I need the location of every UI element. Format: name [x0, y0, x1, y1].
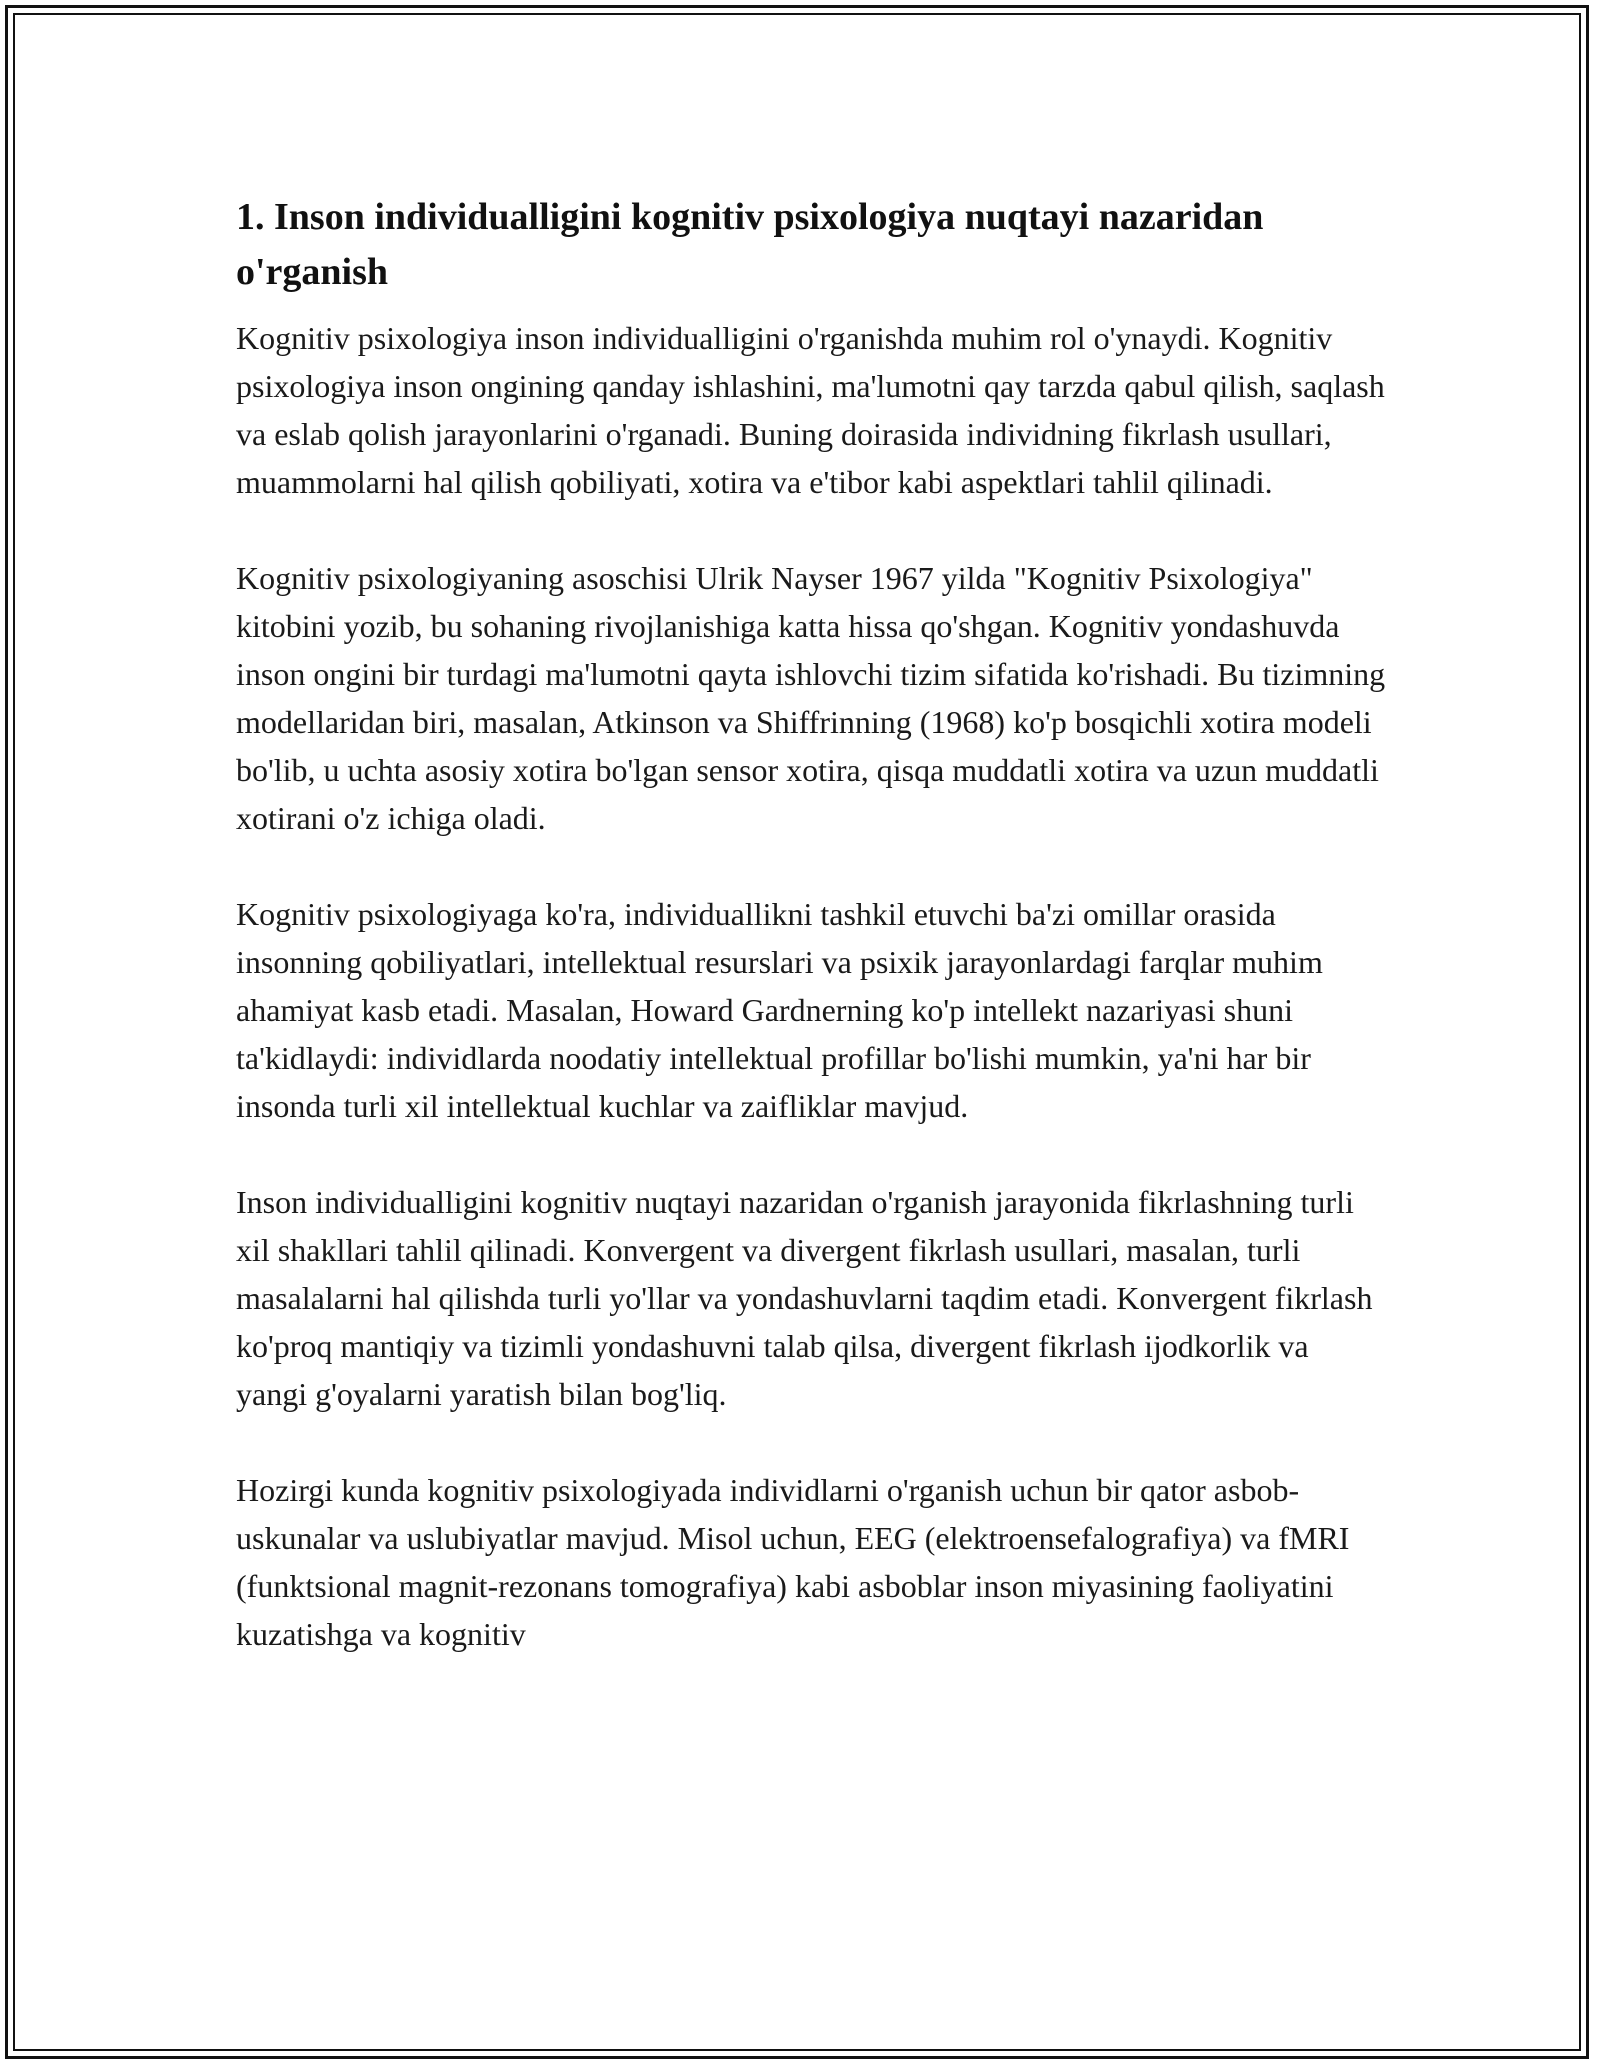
section-heading: 1. Inson individualligini kognitiv psixologiya nuqtayi nazaridan o'rganish — [236, 196, 1264, 293]
paragraph: Kognitiv psixologiyaga ko'ra, individuallikni tashkil etuvchi ba'zi omillar orasida insonning qobiliyatlari, intellektual resurslari va psixik jarayonlardagi farqlar muhim ahamiyat kasb etadi. Masalan, Howard Gardnerning ko'p intellekt nazariyasi shuni ta'kidlaydi: individlarda noodatiy intellektual profillar bo'lishi mumkin, ya'ni har bir insonda turli xil intellektual kuchlar va zaifliklar mavjud. — [236, 896, 1323, 1124]
document-body — [236, 190, 1386, 1706]
paragraph: Inson individualligini kognitiv nuqtayi nazaridan o'rganish jarayonida fikrlashning turli xil shakllari tahlil qilinadi. Konvergent va divergent fikrlash usullari, masalan, turli masalalarni hal qilishda turli yo'llar va yondashuvlarni taqdim etadi. Konvergent fikrlash ko'proq mantiqiy va tizimli yondashuvni talab qilsa, divergent fikrlash ijodkorlik va yangi g'oyalarni yaratish bilan bog'liq. — [236, 1184, 1373, 1412]
paragraph: Kognitiv psixologiya inson individualligini o'rganishda muhim rol o'ynaydi. Kognitiv psixologiya inson ongining qanday ishlashini, ma'lumotni qay tarzda qabul qilish, saqlash va eslab qolish jarayonlarini o'rganadi. Buning doirasida individning fikrlash usullari, muammolarni hal qilish qobiliyati, xotira va e'tibor kabi aspektlari tahlil qilinadi. — [236, 320, 1385, 500]
paragraph: Hozirgi kunda kognitiv psixologiyada individlarni o'rganish uchun bir qator asbob-uskunalar va uslubiyatlar mavjud. Misol uchun, EEG (elektroensefalografiya) va fMRI (funktsional magnit-rezonans tomografiya) kabi asboblar inson miyasining faoliyatini kuzatishga va kognitiv — [236, 1472, 1350, 1652]
paragraph: Kognitiv psixologiyaning asoschisi Ulrik Nayser 1967 yilda "Kognitiv Psixologiya" kitobini yozib, bu sohaning rivojlanishiga katta hissa qo'shgan. Kognitiv yondashuvda inson ongini bir turdagi ma'lumotni qayta ishlovchi tizim sifatida ko'rishadi. Bu tizimning modellaridan biri, masalan, Atkinson va Shiffrinning (1968) ko'p bosqichli xotira modeli bo'lib, u uchta asosiy xotira bo'lgan sensor xotira, qisqa muddatli xotira va uzun muddatli xotirani o'z ichiga oladi. — [236, 560, 1386, 836]
